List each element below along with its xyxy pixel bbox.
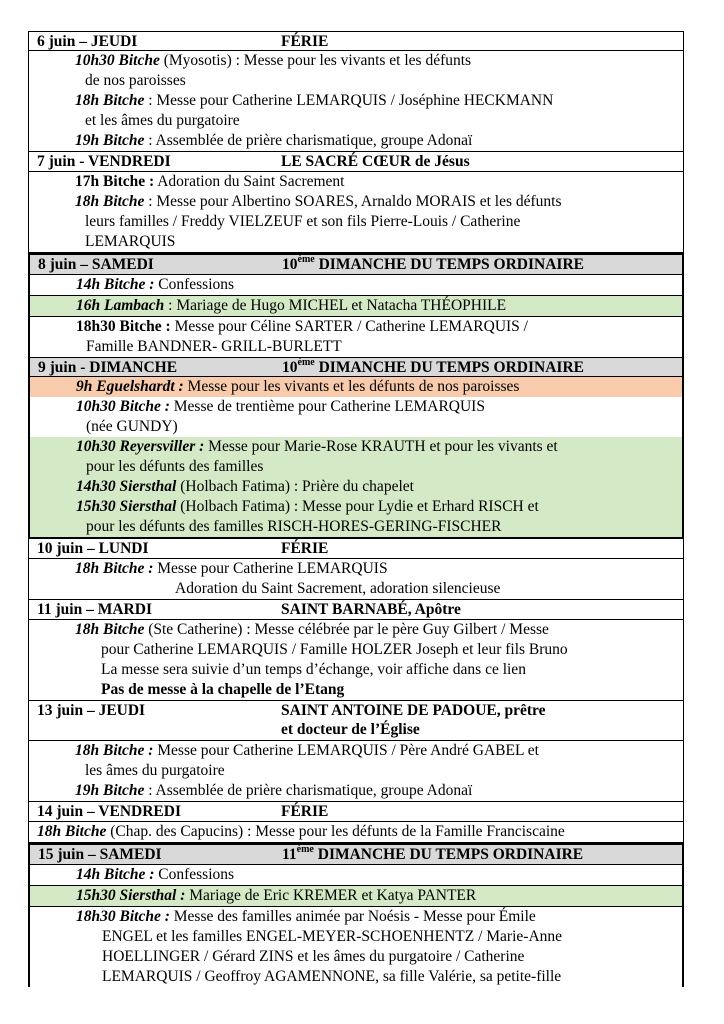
day-entries-9-juin — [30, 377, 682, 537]
entry-line: 18h30 Bitche : Messe des familles animée par Noésis - Messe pour Émile — [30, 906, 682, 927]
entry-line-highlight: 15h30 Siersthal : Mariage de Eric KREMER et Katya PANTER — [30, 885, 682, 906]
day-label: 6 juin – JEUDI — [37, 33, 138, 50]
feast-label: FÉRIE — [281, 540, 329, 557]
day-entries-8-juin — [30, 275, 682, 357]
weekend-box-15-juin — [28, 843, 684, 987]
schedule-table — [28, 31, 684, 987]
entry-line-continued: ENGEL et les familles ENGEL-MEYER-SCHOENHENTZ / Marie-Anne — [102, 928, 563, 945]
day-header-13-juin — [28, 701, 684, 741]
day-entries-11-juin — [28, 620, 684, 701]
day-header-8-juin — [30, 255, 682, 275]
day-entries-7-juin — [28, 172, 684, 253]
entry-line-continued: leurs familles / Freddy VIELZEUF et son fils Pierre-Louis / Catherine — [85, 213, 521, 230]
feast-label: 10ème DIMANCHE DU TEMPS ORDINAIRE — [282, 356, 584, 376]
day-entries-6-juin — [28, 51, 684, 152]
entry-line-continued: LEMARQUIS — [85, 233, 176, 250]
day-entries-15-juin — [30, 865, 682, 987]
entry-line: 10h30 Bitche (Myosotis) : Messe pour les vivants et les défunts — [75, 52, 472, 69]
entry-line-continued: LEMARQUIS / Geoffroy AGAMENNONE, sa fille Valérie, sa petite-fille — [102, 968, 562, 985]
day-header-9-juin — [30, 357, 682, 377]
day-label: 13 juin – JEUDI — [37, 702, 146, 719]
day-header-6-juin — [28, 31, 684, 51]
feast-label: SAINT BARNABÉ, Apôtre — [281, 601, 461, 618]
entry-line: 14h Bitche : Confessions — [76, 866, 235, 883]
entry-line: 18h Bitche (Chap. des Capucins) : Messe pour les défunts de la Famille Franciscaine — [37, 823, 565, 840]
day-entries-10-juin — [28, 559, 684, 600]
entry-line-continued: La messe sera suivie d’un temps d’échange, voir affiche dans ce lien — [101, 661, 526, 678]
day-header-15-juin — [30, 845, 682, 865]
entry-line: 19h Bitche : Assemblée de prière charismatique, groupe Adonaï — [75, 782, 473, 799]
entry-line-continued: et les âmes du purgatoire — [85, 112, 240, 129]
feast-label: 11ème DIMANCHE DU TEMPS ORDINAIRE — [282, 843, 584, 863]
feast-label: FÉRIE — [281, 33, 329, 50]
entry-line-continued: pour les défunts des familles — [30, 457, 682, 477]
day-label: 9 juin - DIMANCHE — [38, 359, 178, 376]
entry-line-continued: Adoration du Saint Sacrement, adoration silencieuse — [175, 580, 501, 597]
entry-line-highlight: 14h30 Siersthal (Holbach Fatima) : Prière du chapelet — [30, 477, 682, 497]
entry-line: 10h30 Bitche : Messe de trentième pour Catherine LEMARQUIS — [76, 398, 485, 415]
entry-line-continued: pour les défunts des familles RISCH-HORES-GERING-FISCHER — [30, 517, 682, 537]
entry-line-continued: de nos paroisses — [85, 72, 186, 89]
entry-line-highlight: 9h Eguelshardt : Messe pour les vivants et les défunts de nos paroisses — [30, 377, 682, 397]
feast-label: LE SACRÉ CŒUR de Jésus — [281, 153, 470, 170]
entry-line-continued: pour Catherine LEMARQUIS / Famille HOLZER Joseph et leur fils Bruno — [101, 641, 568, 658]
entry-line: 19h Bitche : Assemblée de prière charismatique, groupe Adonaï — [75, 132, 473, 149]
day-label: 7 juin - VENDREDI — [37, 153, 171, 170]
entry-line-highlight: 16h Lambach : Mariage de Hugo MICHEL et Natacha THÉOPHILE — [30, 295, 682, 316]
entry-line: 18h Bitche : Messe pour Catherine LEMARQUIS / Père André GABEL et — [75, 742, 539, 759]
day-label: 8 juin – SAMEDI — [38, 256, 154, 273]
day-label: 11 juin – MARDI — [37, 601, 152, 618]
entry-line-continued: HOELLINGER / Gérard ZINS et les âmes du purgatoire / Catherine — [102, 948, 525, 965]
entry-line-continued: (née GUNDY) — [86, 418, 178, 435]
entry-line: 18h Bitche : Messe pour Catherine LEMARQUIS / Joséphine HECKMANN — [75, 92, 554, 109]
feast-label: 10ème DIMANCHE DU TEMPS ORDINAIRE — [282, 253, 584, 273]
day-header-10-juin — [28, 539, 684, 559]
entry-line-continued: les âmes du purgatoire — [85, 762, 225, 779]
entry-line: 18h Bitche (Ste Catherine) : Messe célébrée par le père Guy Gilbert / Messe — [75, 621, 549, 638]
entry-line-highlight: 15h30 Siersthal (Holbach Fatima) : Messe pour Lydie et Erhard RISCH et — [30, 497, 682, 517]
day-header-14-juin — [28, 802, 684, 822]
day-label: 14 juin – VENDREDI — [37, 803, 181, 820]
day-entries-13-juin — [28, 741, 684, 802]
entry-line-continued: Famille BANDNER- GRILL-BURLETT — [86, 338, 342, 355]
day-header-11-juin — [28, 600, 684, 620]
entry-line: 17h Bitche : Adoration du Saint Sacrement — [75, 173, 345, 190]
day-header-7-juin — [28, 152, 684, 172]
entry-line: 18h30 Bitche : Messe pour Céline SARTER / Catherine LEMARQUIS / — [30, 316, 682, 337]
entry-line: 18h Bitche : Messe pour Catherine LEMARQUIS — [75, 560, 388, 577]
entry-line: 18h Bitche : Messe pour Albertino SOARES, Arnaldo MORAIS et les défunts — [75, 193, 562, 210]
entry-line-highlight: 10h30 Reyersviller : Messe pour Marie-Rose KRAUTH et pour les vivants et — [30, 437, 682, 457]
feast-label: FÉRIE — [281, 803, 329, 820]
notice-no-mass: Pas de messe à la chapelle de l’Etang — [101, 681, 345, 698]
feast-label: SAINT ANTOINE DE PADOUE, prêtre et docteur de l’Église — [281, 702, 546, 738]
entry-line: 14h Bitche : Confessions — [76, 276, 235, 293]
weekend-box-8-9-juin — [28, 253, 684, 539]
day-label: 10 juin – LUNDI — [37, 540, 149, 557]
day-label: 15 juin – SAMEDI — [38, 846, 162, 863]
day-entries-14-juin — [28, 822, 684, 843]
